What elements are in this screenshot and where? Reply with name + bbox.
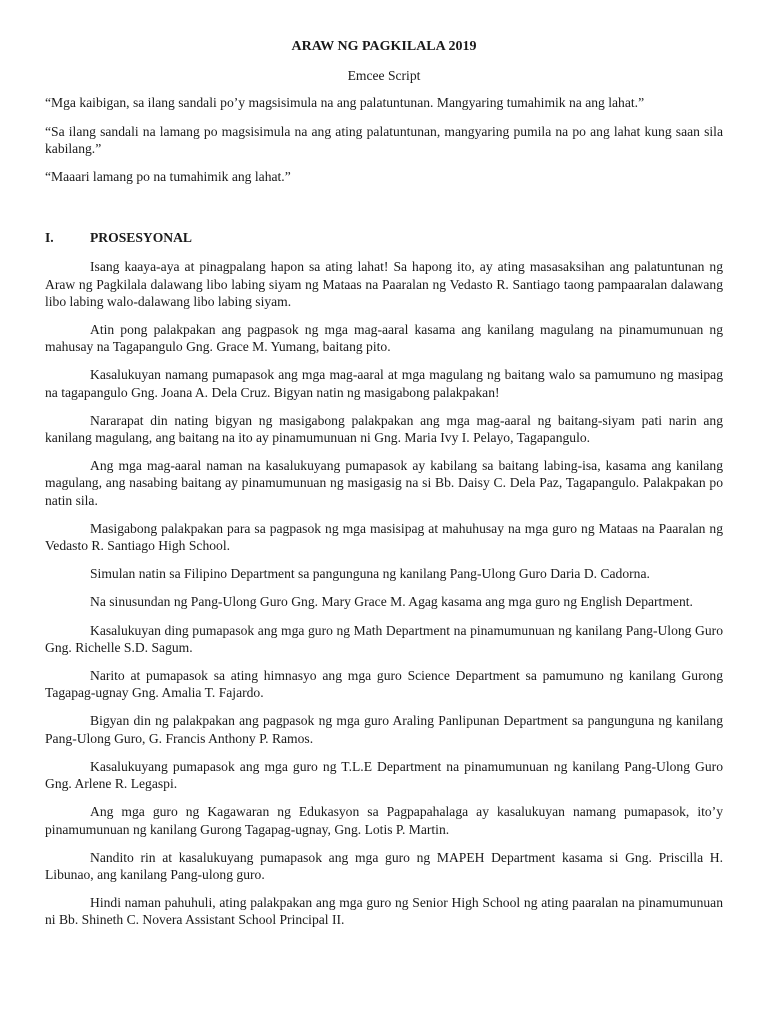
paragraph: Narito at pumapasok sa ating himnasyo ang mga guro Science Department sa pamumuno ng kanilang Gurong Tagapag-ugnay Gng. Amalia T. Fajardo.: [45, 668, 723, 701]
paragraph: Nararapat din nating bigyan ng masigabong palakpakan ang mga mag-aaral ng baitang-siyam pati narin ang kanilang magulang, ang baitang na ito ay pinamumunuan ni Gng. Maria Ivy I. Pelayo, Tagapangulo.: [45, 412, 723, 446]
paragraph: Bigyan din ng palakpakan ang pagpasok ng mga guro Araling Panlipunan Department sa pangunguna ng kanilang Pang-Ulong Guro, G. Francis Anthony P. Ramos.: [45, 713, 723, 746]
opening-quote: “Maaari lamang po na tumahimik ang lahat.”: [45, 169, 291, 185]
paragraph: Simulan natin sa Filipino Department sa pangunguna ng kanilang Pang-Ulong Guro Daria D. Cadorna.: [90, 566, 650, 582]
section-number: I.: [45, 230, 54, 246]
section-title: PROSESYONAL: [90, 230, 192, 246]
paragraph: Isang kaaya-aya at pinagpalang hapon sa ating lahat! Sa hapong ito, ay ating masasaksihan ang palatuntunan ng Araw ng Pagkilala dalawang libo labing siyam ng Mataas na Paaralan ng Vedasto R. Santiago taong pampaaralan dalawang libo labing walo-dalawang libo labing siyam.: [45, 259, 723, 309]
section-heading: [45, 229, 723, 246]
paragraph: Na sinusundan ng Pang-Ulong Guro Gng. Mary Grace M. Agag kasama ang mga guro ng English Department.: [90, 594, 693, 610]
opening-quote: “Mga kaibigan, sa ilang sandali po’y magsisimula na ang palatuntunan. Mangyaring tumahimik na ang lahat.”: [45, 95, 645, 111]
paragraph: Nandito rin at kasalukuyang pumapasok ang mga guro ng MAPEH Department kasama si Gng. Priscilla H. Libunao, ang kanilang Pang-ulong guro.: [45, 849, 723, 882]
paragraph: Ang mga guro ng Kagawaran ng Edukasyon sa Pagpapahalaga ay kasalukuyan namang pumapasok, ito’y pinamumunuan ng kanilang Gurong Tagapag-ugnay, Gng. Lotis P. Martin.: [45, 804, 723, 837]
paragraph: Masigabong palakpakan para sa pagpasok ng mga masisipag at mahuhusay na mga guro ng Mataas na Paaralan ng Vedasto R. Santiago High School.: [45, 520, 723, 554]
paragraph: Kasalukuyang pumapasok ang mga guro ng T.L.E Department na pinamumunuan ng kanilang Pang-Ulong Guro Gng. Arlene R. Legaspi.: [45, 758, 723, 792]
paragraph: Kasalukuyan namang pumapasok ang mga mag-aaral at mga magulang ng baitang walo sa pamumuno ng masipag na tagapangulo Gng. Joana A. Dela Cruz. Bigyan natin ng masigabong palakpakan!: [45, 367, 723, 400]
document-title: ARAW NG PAGKILALA 2019: [291, 39, 477, 54]
opening-quote: “Sa ilang sandali na lamang po magsisimula na ang ating palatuntunan, mangyaring pumila na po ang lahat kung saan sila kabilang.”: [45, 123, 723, 156]
document-subtitle: Emcee Script: [347, 68, 421, 84]
paragraph: Kasalukuyan ding pumapasok ang mga guro ng Math Department na pinamumunuan ng kanilang Pang-Ulong Guro Gng. Richelle S.D. Sagum.: [45, 622, 723, 655]
paragraph: Atin pong palakpakan ang pagpasok ng mga mag-aaral kasama ang kanilang magulang na pinamumunuan ng mahusay na Tagapangulo Gng. Grace M. Yumang, baitang pito.: [45, 322, 723, 355]
paragraph: Hindi naman pahuhuli, ating palakpakan ang mga guro ng Senior High School ng ating paaralan na pinamumunuan ni Bb. Shineth C. Novera Assistant School Principal II.: [45, 895, 723, 928]
paragraph: Ang mga mag-aaral naman na kasalukuyang pumapasok ay kabilang sa baitang labing-isa, kasama ang kanilang magulang, ang nasabing baitang ay pinamumunuan ng masigasig na si Bb. Daisy C. Dela Paz, Tagapangulo. Palakpakan po natin sila.: [45, 458, 723, 508]
